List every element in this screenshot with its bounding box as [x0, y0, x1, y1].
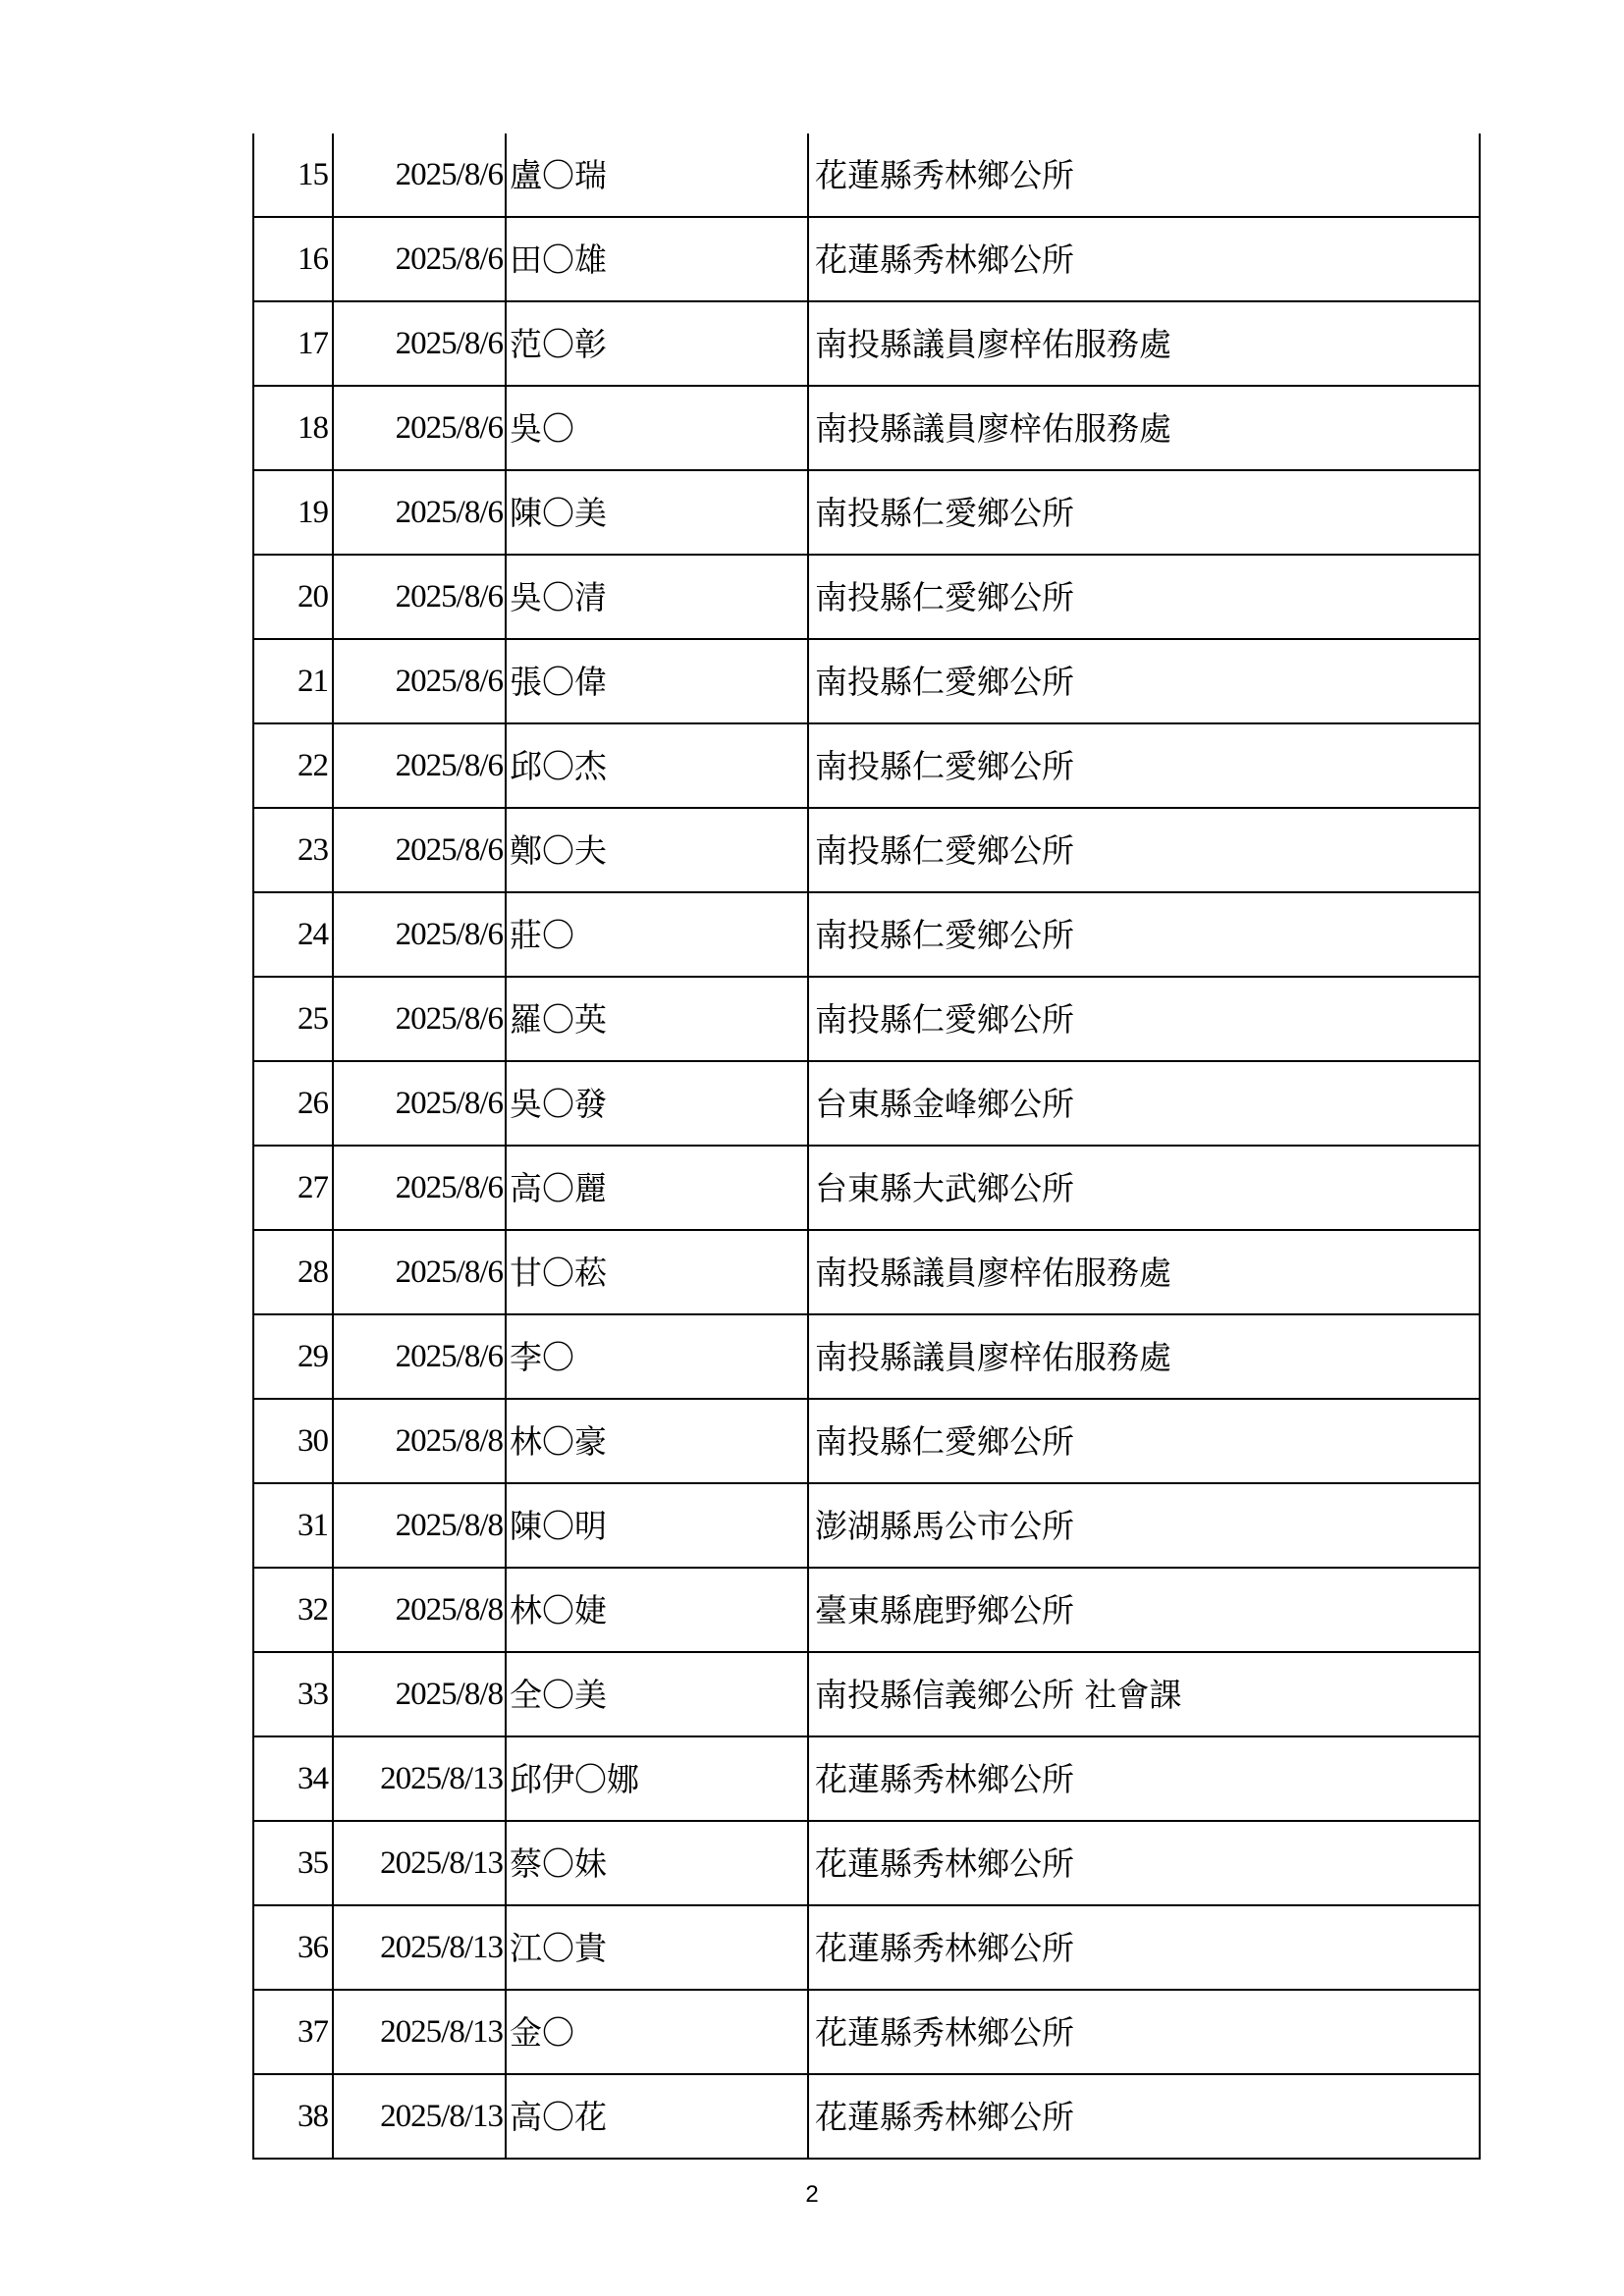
organization-cell: 南投縣仁愛鄉公所: [808, 1399, 1480, 1483]
organization-cell: 南投縣仁愛鄉公所: [808, 808, 1480, 892]
name-cell: 李〇: [506, 1314, 808, 1399]
name-cell: 田〇雄: [506, 217, 808, 301]
row-number-cell: 37: [253, 1990, 333, 2074]
organization-cell: 澎湖縣馬公市公所: [808, 1483, 1480, 1568]
table-body: [253, 133, 1480, 2159]
organization-cell: 南投縣仁愛鄉公所: [808, 555, 1480, 639]
name-cell: 盧〇瑞: [506, 133, 808, 217]
organization-cell: 花蓮縣秀林鄉公所: [808, 1905, 1480, 1990]
row-number-cell: 20: [253, 555, 333, 639]
row-number-cell: 24: [253, 892, 333, 977]
row-number-cell: 32: [253, 1568, 333, 1652]
name-cell: 高〇花: [506, 2074, 808, 2159]
name-cell: 林〇豪: [506, 1399, 808, 1483]
table-row: [253, 1483, 1480, 1568]
row-number-cell: 16: [253, 217, 333, 301]
date-cell: 2025/8/6: [333, 892, 506, 977]
date-cell: 2025/8/8: [333, 1483, 506, 1568]
row-number-cell: 38: [253, 2074, 333, 2159]
row-number-cell: 22: [253, 723, 333, 808]
table-row: [253, 1568, 1480, 1652]
row-number-cell: 19: [253, 470, 333, 555]
date-cell: 2025/8/6: [333, 1146, 506, 1230]
organization-cell: 南投縣仁愛鄉公所: [808, 470, 1480, 555]
table-row: [253, 1314, 1480, 1399]
organization-cell: 南投縣仁愛鄉公所: [808, 723, 1480, 808]
date-cell: 2025/8/8: [333, 1652, 506, 1736]
name-cell: 吳〇發: [506, 1061, 808, 1146]
organization-cell: 南投縣議員廖梓佑服務處: [808, 301, 1480, 386]
name-cell: 高〇麗: [506, 1146, 808, 1230]
date-cell: 2025/8/6: [333, 808, 506, 892]
date-cell: 2025/8/6: [333, 470, 506, 555]
date-cell: 2025/8/6: [333, 301, 506, 386]
date-cell: 2025/8/6: [333, 555, 506, 639]
table-row: [253, 1905, 1480, 1990]
organization-cell: 南投縣議員廖梓佑服務處: [808, 1314, 1480, 1399]
organization-cell: 花蓮縣秀林鄉公所: [808, 2074, 1480, 2159]
table-row: [253, 1990, 1480, 2074]
row-number-cell: 35: [253, 1821, 333, 1905]
table-row: [253, 723, 1480, 808]
organization-cell: 花蓮縣秀林鄉公所: [808, 217, 1480, 301]
table-row: [253, 133, 1480, 217]
table-row: [253, 2074, 1480, 2159]
date-cell: 2025/8/6: [333, 977, 506, 1061]
table-row: [253, 1736, 1480, 1821]
name-cell: 范〇彰: [506, 301, 808, 386]
table-row: [253, 555, 1480, 639]
table-row: [253, 1652, 1480, 1736]
organization-cell: 臺東縣鹿野鄉公所: [808, 1568, 1480, 1652]
name-cell: 林〇婕: [506, 1568, 808, 1652]
table-row: [253, 1230, 1480, 1314]
date-cell: 2025/8/6: [333, 1061, 506, 1146]
name-cell: 邱〇杰: [506, 723, 808, 808]
row-number-cell: 17: [253, 301, 333, 386]
table-row: [253, 217, 1480, 301]
organization-cell: 花蓮縣秀林鄉公所: [808, 1821, 1480, 1905]
name-cell: 吳〇: [506, 386, 808, 470]
table-row: [253, 892, 1480, 977]
organization-cell: 花蓮縣秀林鄉公所: [808, 133, 1480, 217]
row-number-cell: 18: [253, 386, 333, 470]
date-cell: 2025/8/6: [333, 1314, 506, 1399]
page-number: 2: [805, 2181, 819, 2208]
date-cell: 2025/8/13: [333, 1821, 506, 1905]
organization-cell: 台東縣金峰鄉公所: [808, 1061, 1480, 1146]
table-row: [253, 1399, 1480, 1483]
organization-cell: 南投縣仁愛鄉公所: [808, 892, 1480, 977]
name-cell: 陳〇明: [506, 1483, 808, 1568]
organization-cell: 南投縣議員廖梓佑服務處: [808, 1230, 1480, 1314]
name-cell: 蔡〇妹: [506, 1821, 808, 1905]
organization-cell: 南投縣仁愛鄉公所: [808, 977, 1480, 1061]
row-number-cell: 33: [253, 1652, 333, 1736]
date-cell: 2025/8/8: [333, 1568, 506, 1652]
date-cell: 2025/8/6: [333, 217, 506, 301]
row-number-cell: 15: [253, 133, 333, 217]
name-cell: 莊〇: [506, 892, 808, 977]
row-number-cell: 30: [253, 1399, 333, 1483]
date-cell: 2025/8/6: [333, 386, 506, 470]
date-cell: 2025/8/13: [333, 1990, 506, 2074]
name-cell: 邱伊〇娜: [506, 1736, 808, 1821]
date-cell: 2025/8/6: [333, 133, 506, 217]
organization-cell: 台東縣大武鄉公所: [808, 1146, 1480, 1230]
name-cell: 江〇貴: [506, 1905, 808, 1990]
organization-cell: 南投縣仁愛鄉公所: [808, 639, 1480, 723]
date-cell: 2025/8/13: [333, 1736, 506, 1821]
date-cell: 2025/8/8: [333, 1399, 506, 1483]
row-number-cell: 21: [253, 639, 333, 723]
organization-cell: 南投縣議員廖梓佑服務處: [808, 386, 1480, 470]
row-number-cell: 36: [253, 1905, 333, 1990]
name-cell: 吳〇清: [506, 555, 808, 639]
date-cell: 2025/8/6: [333, 1230, 506, 1314]
name-cell: 鄭〇夫: [506, 808, 808, 892]
name-cell: 金〇: [506, 1990, 808, 2074]
date-cell: 2025/8/13: [333, 1905, 506, 1990]
table-row: [253, 808, 1480, 892]
date-cell: 2025/8/13: [333, 2074, 506, 2159]
table-row: [253, 1821, 1480, 1905]
table-row: [253, 639, 1480, 723]
name-cell: 甘〇菘: [506, 1230, 808, 1314]
name-cell: 陳〇美: [506, 470, 808, 555]
row-number-cell: 28: [253, 1230, 333, 1314]
row-number-cell: 27: [253, 1146, 333, 1230]
row-number-cell: 31: [253, 1483, 333, 1568]
date-cell: 2025/8/6: [333, 723, 506, 808]
row-number-cell: 23: [253, 808, 333, 892]
row-number-cell: 26: [253, 1061, 333, 1146]
organization-cell: 花蓮縣秀林鄉公所: [808, 1736, 1480, 1821]
table-row: [253, 470, 1480, 555]
row-number-cell: 25: [253, 977, 333, 1061]
registration-table: [252, 133, 1481, 2160]
name-cell: 羅〇英: [506, 977, 808, 1061]
table-row: [253, 1146, 1480, 1230]
row-number-cell: 34: [253, 1736, 333, 1821]
organization-cell: 花蓮縣秀林鄉公所: [808, 1990, 1480, 2074]
table-row: [253, 977, 1480, 1061]
table-row: [253, 1061, 1480, 1146]
name-cell: 全〇美: [506, 1652, 808, 1736]
table-row: [253, 386, 1480, 470]
row-number-cell: 29: [253, 1314, 333, 1399]
date-cell: 2025/8/6: [333, 639, 506, 723]
name-cell: 張〇偉: [506, 639, 808, 723]
table-row: [253, 301, 1480, 386]
organization-cell: 南投縣信義鄉公所 社會課: [808, 1652, 1480, 1736]
